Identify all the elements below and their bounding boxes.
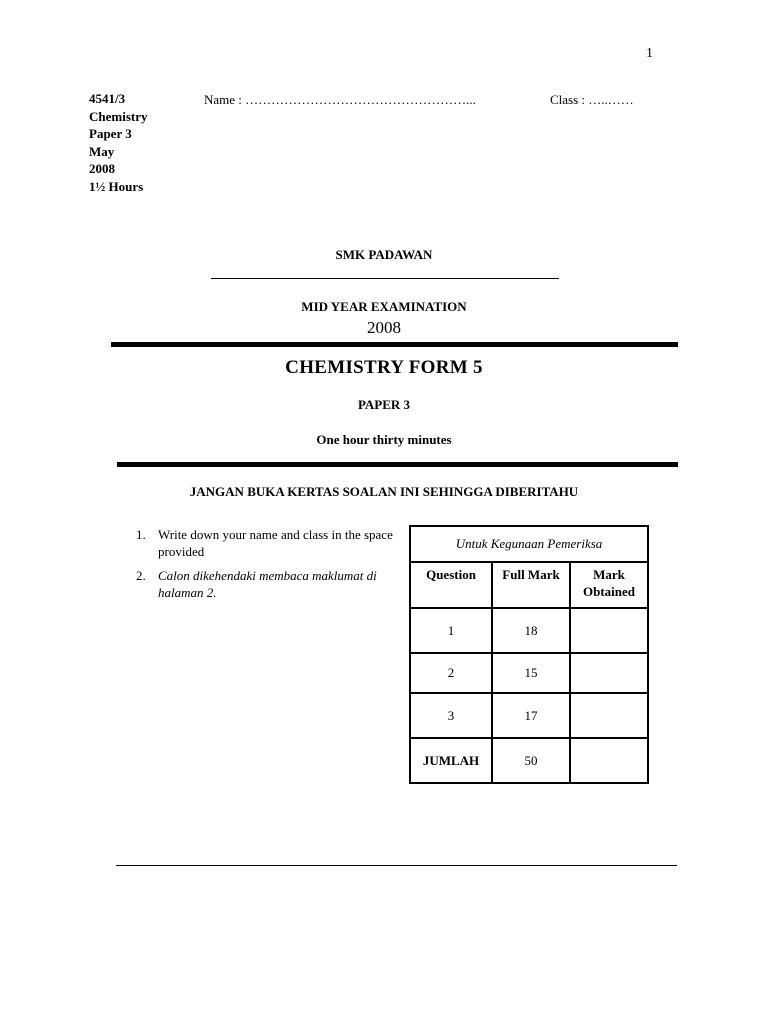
instruction-number: 1. xyxy=(136,527,146,542)
exam-month: May xyxy=(89,143,115,159)
school-underline xyxy=(211,278,559,279)
obtained-cell[interactable] xyxy=(570,693,648,738)
obtained-cell[interactable] xyxy=(570,653,648,693)
header-question: Question xyxy=(410,562,492,608)
warning-text: JANGAN BUKA KERTAS SOALAN INI SEHINGGA DIBERITAHU xyxy=(189,484,579,499)
table-row xyxy=(410,653,648,693)
instruction-item xyxy=(136,567,396,601)
obtained-cell[interactable] xyxy=(570,608,648,653)
total-mark: 50 xyxy=(492,738,570,783)
name-field[interactable]: Name : ……………………………………………... xyxy=(204,92,476,107)
header-full-mark: Full Mark xyxy=(492,562,570,608)
question-cell: 3 xyxy=(410,693,492,738)
exam-year-short: 2008 xyxy=(89,161,115,176)
question-cell: 2 xyxy=(410,653,492,693)
total-label: JUMLAH xyxy=(410,738,492,783)
top-thick-rule xyxy=(111,342,678,347)
instruction-number: 2. xyxy=(136,568,146,583)
table-row-total xyxy=(410,738,648,783)
school-name: SMK PADAWAN xyxy=(335,247,433,262)
class-field[interactable]: Class : …..…… xyxy=(550,92,634,107)
question-cell: 1 xyxy=(410,608,492,653)
footer-rule xyxy=(116,865,677,866)
subject-title: CHEMISTRY FORM 5 xyxy=(285,357,483,378)
instructions xyxy=(136,526,396,608)
table-row xyxy=(410,693,648,738)
duration-text: One hour thirty minutes xyxy=(316,432,452,447)
instruction-text: Calon dikehendaki membaca maklumat di halaman 2. xyxy=(158,568,377,600)
exam-year: 2008 xyxy=(367,318,401,337)
paper-title: PAPER 3 xyxy=(357,397,411,412)
total-obtained-cell[interactable] xyxy=(570,738,648,783)
instruction-item xyxy=(136,526,396,560)
bottom-thick-rule xyxy=(117,462,678,467)
header-mark-obtained: Mark Obtained xyxy=(570,562,648,608)
instruction-text: Write down your name and class in the space provided xyxy=(158,527,393,559)
full-mark-cell: 18 xyxy=(492,608,570,653)
page-number: 1 xyxy=(646,46,653,61)
full-mark-cell: 17 xyxy=(492,693,570,738)
paper-code: 4541/3 xyxy=(89,91,126,106)
paper-info-block xyxy=(89,90,148,195)
table-row xyxy=(410,608,648,653)
paper-number: Paper 3 xyxy=(89,126,132,141)
subject-short: Chemistry xyxy=(89,108,148,124)
table-title: Untuk Kegunaan Pemeriksa xyxy=(410,526,648,562)
full-mark-cell: 15 xyxy=(492,653,570,693)
exam-title: MID YEAR EXAMINATION xyxy=(301,299,467,314)
exam-duration-short: 1½ Hours xyxy=(89,178,144,194)
examiner-marks-table xyxy=(409,525,649,784)
